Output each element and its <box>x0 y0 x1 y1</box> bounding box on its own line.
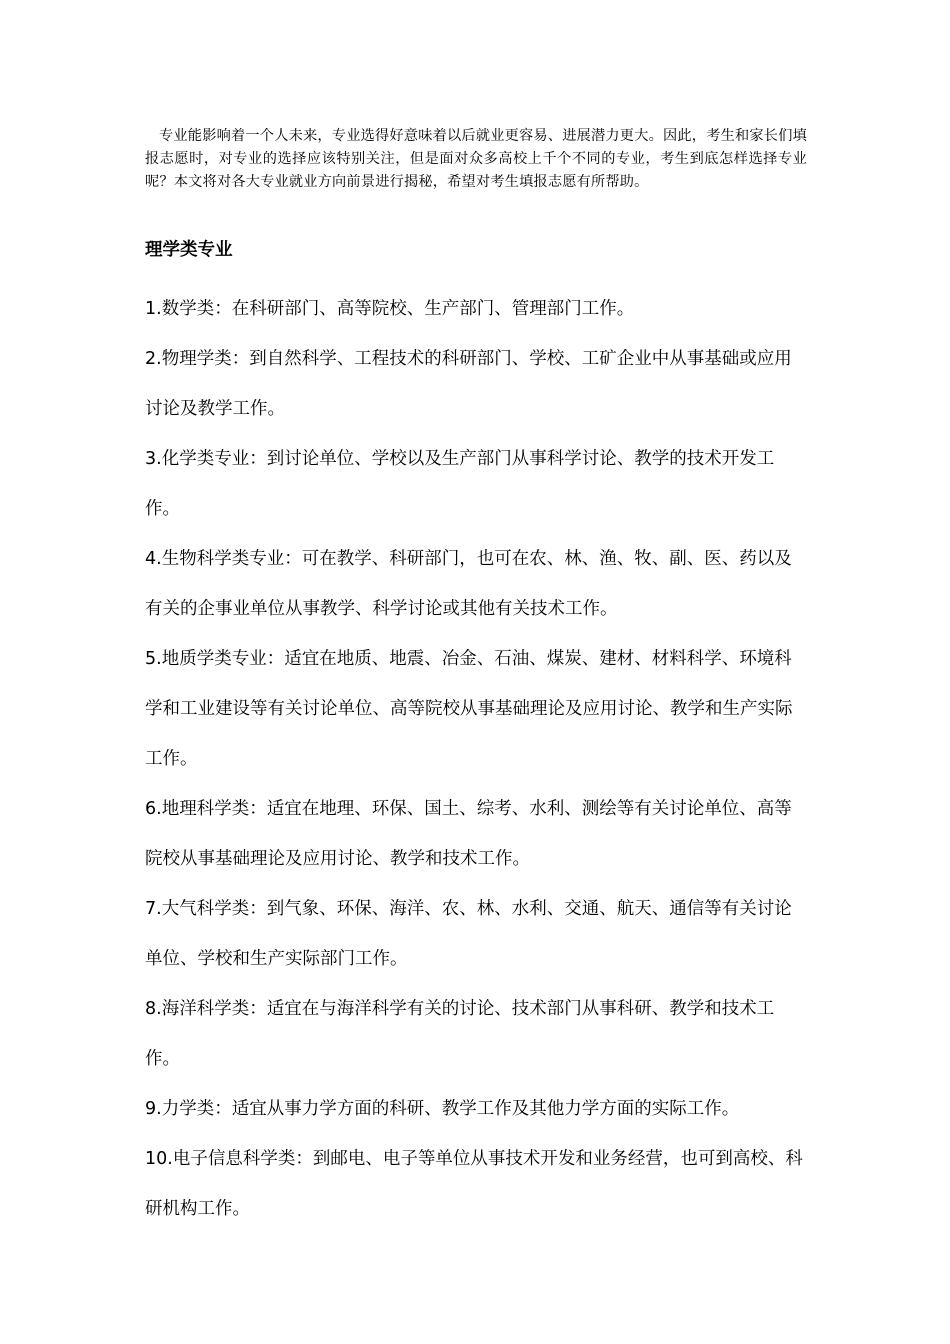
intro-paragraph: 专业能影响着一个人未来，专业选得好意味着以后就业更容易、进展潜力更大。因此，考生和家长们填报志愿时，对专业的选择应该特别关注，但是面对众多高校上千个不同的专业，考生到底怎样选择专业呢？本文将对各大专业就业方向前景进行揭秘，希望对考生填报志愿有所帮助。 <box>145 128 807 190</box>
list-item: 2.物理学类：到自然科学、工程技术的科研部门、学校、工矿企业中从事基础或应用讨论及教学工作。 <box>145 349 792 419</box>
list-item: 6.地理科学类：适宜在地理、环保、国土、综考、水利、测绘等有关讨论单位、高等院校从事基础理论及应用讨论、教学和技术工作。 <box>145 799 792 869</box>
list-item: 1.数学类：在科研部门、高等院校、生产部门、管理部门工作。 <box>145 299 635 319</box>
list-item: 10.电子信息科学类：到邮电、电子等单位从事技术开发和业务经营，也可到高校、科研机构工作。 <box>145 1149 803 1219</box>
list-item: 4.生物科学类专业：可在教学、科研部门，也可在农、林、渔、牧、副、医、药以及有关的企事业单位从事教学、科学讨论或其他有关技术工作。 <box>145 549 792 619</box>
list-item: 8.海洋科学类：适宜在与海洋科学有关的讨论、技术部门从事科研、教学和技术工作。 <box>145 999 775 1069</box>
list-item: 7.大气科学类：到气象、环保、海洋、农、林、水利、交通、航天、通信等有关讨论单位、学校和生产实际部门工作。 <box>145 899 792 969</box>
list-item: 3.化学类专业：到讨论单位、学校以及生产部门从事科学讨论、教学的技术开发工作。 <box>145 449 775 519</box>
list-item: 5.地质学类专业：适宜在地质、地震、冶金、石油、煤炭、建材、材料科学、环境科学和工业建设等有关讨论单位、高等院校从事基础理论及应用讨论、教学和生产实际工作。 <box>145 649 793 769</box>
major-list <box>145 284 807 1234</box>
list-item: 9.力学类：适宜从事力学方面的科研、教学工作及其他力学方面的实际工作。 <box>145 1099 740 1119</box>
section-heading: 理学类专业 <box>145 240 233 260</box>
